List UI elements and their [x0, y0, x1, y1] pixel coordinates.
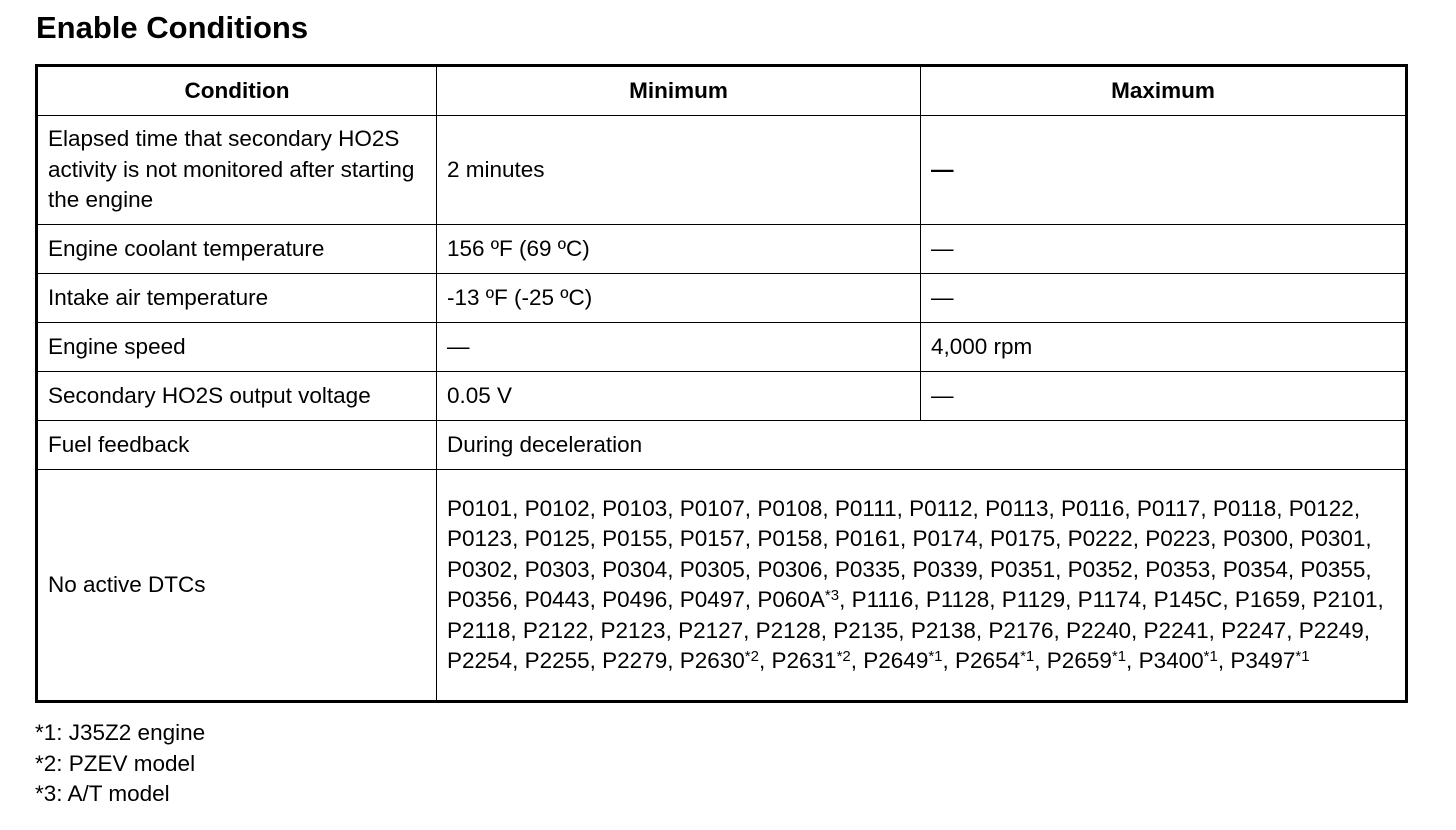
dtc-code: P1174 [1077, 587, 1142, 612]
dtc-code: P0103 [602, 495, 668, 521]
maximum-cell: — [921, 225, 1407, 274]
dtc-code: P0303 [524, 556, 590, 582]
minimum-cell: 2 minutes [437, 116, 921, 225]
dtc-code: P0304 [602, 556, 668, 582]
dtc-code: P0116 [1060, 495, 1125, 521]
dtc-code: P2241 [1143, 617, 1209, 643]
dtc-code: P0122 [1288, 495, 1354, 521]
condition-cell: Fuel feedback [37, 421, 437, 470]
header-condition: Condition [37, 66, 437, 116]
dtc-code: P0496 [602, 587, 668, 612]
dtc-code: P0497 [679, 587, 745, 612]
dtc-code: P2279 [602, 648, 668, 673]
dtc-code: P2138 [910, 617, 976, 643]
dtc-footnote-ref: *1 [1203, 648, 1218, 665]
dtc-code: P0352 [1067, 556, 1133, 582]
dtc-code: P0351 [990, 556, 1056, 582]
dtc-code: P0117 [1136, 495, 1201, 521]
dtc-code: P0155 [602, 526, 668, 551]
footnote: *2: PZEV model [35, 750, 196, 776]
dtc-footnote-ref: *2 [744, 648, 759, 665]
table-row [37, 372, 1407, 421]
table-row [37, 421, 1407, 470]
condition-cell: No active DTCs [37, 470, 437, 702]
fuel-feedback-value: During deceleration [437, 421, 1407, 470]
dtc-code: P3497 [1230, 648, 1296, 673]
dtc-footnote-ref: *2 [836, 648, 851, 665]
dtc-code: P2118 [447, 617, 511, 643]
dtc-code: P1116 [851, 587, 914, 612]
dtc-code: P0306 [757, 556, 823, 582]
condition-cell: Engine speed [37, 323, 437, 372]
dtc-code: P2240 [1065, 617, 1132, 643]
dtc-code: P0300 [1222, 526, 1288, 551]
minimum-cell: — [437, 323, 921, 372]
dtc-code: P2654 [955, 648, 1021, 673]
dtc-code: P0102 [524, 495, 590, 521]
footnote: *3: A/T model [35, 781, 170, 806]
dtc-code: P0123 [447, 526, 513, 551]
dtc-code: P0302 [447, 556, 513, 582]
dtc-code: P0157 [679, 526, 745, 551]
dtc-code: P0353 [1145, 556, 1211, 582]
dtc-code: P0175 [990, 526, 1056, 551]
dtc-code: P2254 [447, 648, 513, 673]
table-row [37, 470, 1407, 702]
dtc-code: P2249 [1298, 617, 1364, 643]
maximum-cell: — [921, 116, 1407, 225]
dtc-code: P0223 [1145, 526, 1211, 551]
dtc-code: P2630 [679, 648, 745, 673]
dtc-code: P2255 [524, 648, 590, 673]
dtc-code: P2135 [833, 617, 899, 643]
dtc-code: P0118 [1212, 495, 1277, 521]
dtc-footnote-ref: *1 [928, 648, 943, 665]
dtc-code: P2127 [678, 617, 744, 643]
dtc-code: P0158 [757, 526, 823, 551]
dtc-code: P3400 [1138, 648, 1204, 673]
dtc-code: P0443 [524, 587, 590, 612]
dtc-code: P0301 [1300, 526, 1366, 551]
page-title: Enable Conditions [36, 10, 309, 45]
dtc-code: P2128 [755, 617, 821, 643]
header-minimum: Minimum [437, 66, 921, 116]
dtc-code: P0161 [834, 526, 900, 551]
dtc-code: P1129 [1001, 587, 1066, 612]
dtc-code: P145C [1153, 587, 1223, 612]
dtc-code: P0356 [447, 587, 513, 612]
minimum-cell: 0.05 V [437, 372, 921, 421]
dtc-code: P0108 [757, 495, 823, 521]
dtc-code: P0305 [679, 556, 745, 582]
dtc-code: P2176 [988, 617, 1054, 643]
dtc-code: P0125 [524, 526, 590, 551]
condition-cell: Elapsed time that secondary HO2S activity is not monitored after starting the engine [37, 116, 437, 225]
dtc-code: P060A [757, 587, 825, 612]
minimum-cell: -13 ºF (-25 ºC) [437, 274, 921, 323]
dtc-code: P2247 [1221, 617, 1287, 643]
dtc-code: P0113 [985, 495, 1049, 521]
condition-cell: Engine coolant temperature [37, 225, 437, 274]
dtc-code: P2123 [600, 617, 666, 643]
dtc-footnote-ref: *1 [1111, 648, 1127, 665]
dtc-code: P0101 [447, 495, 513, 521]
table-header-row [37, 66, 1407, 116]
enable-conditions-table [35, 64, 1408, 703]
table-row [37, 225, 1407, 274]
maximum-cell: — [921, 274, 1407, 323]
dtc-code: P0355 [1300, 556, 1366, 582]
minimum-cell: 156 ºF (69 ºC) [437, 225, 921, 274]
dtc-code: P2659 [1046, 648, 1112, 673]
dtc-code: P1659 [1234, 587, 1300, 612]
dtc-code: P0339 [912, 556, 978, 582]
table-row [37, 116, 1407, 225]
dtc-code: P2631 [771, 648, 837, 673]
table-row [37, 274, 1407, 323]
dtc-code: P2122 [522, 617, 588, 643]
dtc-footnote-ref: *1 [1020, 648, 1035, 665]
header-maximum: Maximum [921, 66, 1407, 116]
dtc-code: P2101 [1312, 587, 1378, 612]
dtc-list: P0101, P0102, P0103, P0107, P0108, P0111, P0112, P0113, P0116, P0117, P0118, P0122, P0123, P0125, P0155, P0157, P0158, P0161, P0174, P0175, P0222, P0223, P0300, P0301, P0302, P0303, P0304, P0305, P0306, P0335, P0339, P0351, P0352, P0353, P0354, P0355, P0356, P0443, P0496, P0497, $P060A^{*3}$, P1116, P1128, P1129, P1174, P145C, P1659, P2101, P2118, P2122, P2123, P2127, P2128, P2135, P2138, P2176, P2240, P2241, P2247, P2249, P2254, P2255, P2279, P2630$^{*2}$, P2631$^{*2}$, P2649$^{*1}$, P2654$^{*1}$, P2659$^{*1}$, P3400$^{*1}$, P3497$^{*1}$ [437, 470, 1407, 702]
dtc-code: P2649 [863, 648, 929, 673]
dtc-code: P1128 [925, 587, 990, 612]
footnotes [35, 718, 205, 810]
dtc-code: P0111 [834, 495, 897, 521]
footnote: *1: J35Z2 engine [35, 720, 206, 745]
dtc-code: P0222 [1067, 526, 1133, 551]
table-row [37, 323, 1407, 372]
dtc-code: P0107 [679, 495, 745, 521]
dtc-code: P0335 [834, 556, 900, 582]
dtc-footnote-ref: *3 [824, 587, 840, 604]
dtc-code: P0174 [912, 526, 978, 551]
dtc-code: P0112 [909, 495, 973, 521]
dtc-footnote-ref: *1 [1295, 648, 1310, 665]
condition-cell: Intake air temperature [37, 274, 437, 323]
maximum-cell: 4,000 rpm [921, 323, 1407, 372]
dtc-code: P0354 [1222, 556, 1288, 582]
condition-cell: Secondary HO2S output voltage [37, 372, 437, 421]
maximum-cell: — [921, 372, 1407, 421]
